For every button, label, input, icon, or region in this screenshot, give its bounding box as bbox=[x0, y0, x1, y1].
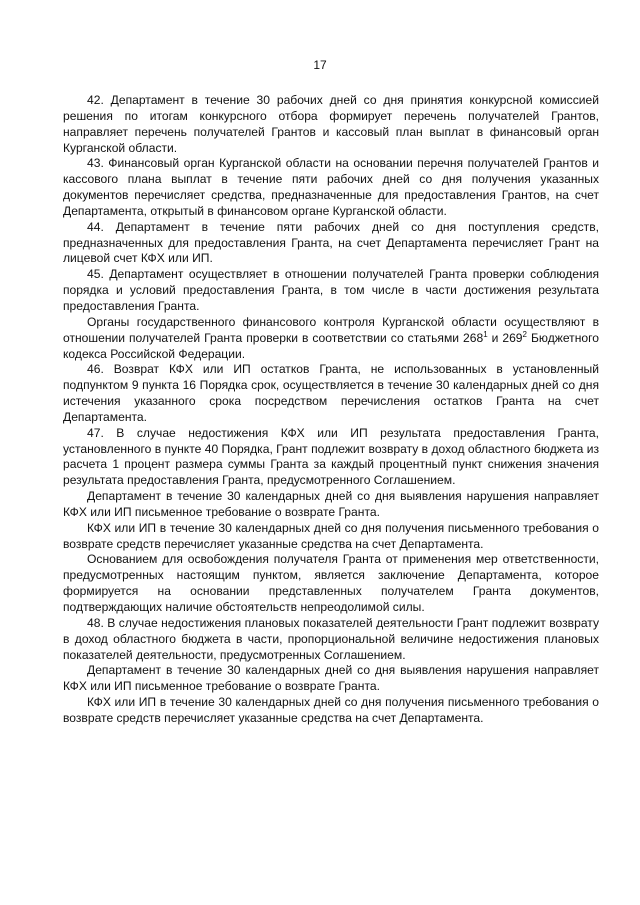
paragraph-48-notice: Департамент в течение 30 календарных дней со дня выявления нарушения направляет КФХ или ИП письменное требование о возврате Гранта. bbox=[63, 663, 599, 694]
statute-text-before: Органы государственного финансового контроля Курганской области осуществляют в отношении получателей Гранта проверки в соответствии со статьями 268 bbox=[63, 314, 599, 345]
paragraph-47-repayment: КФХ или ИП в течение 30 календарных дней со дня получения письменного требования о возврате средств перечисляет указанные средства на счет Департамента. bbox=[63, 520, 599, 551]
paragraph-42: 42. Департамент в течение 30 рабочих дней со дня принятия конкурсной комиссией решения по итогам конкурсного отбора формирует перечень получателей Грантов, направляет перечень получателей Грантов и кассовый план выплат в финансовый орган Курганской области. bbox=[63, 93, 599, 155]
paragraph-45: 45. Департамент осуществляет в отношении получателей Гранта проверки соблюдения порядка и условий предоставления Гранта, в том числе в части достижения результата предоставления Гранта. bbox=[63, 267, 599, 313]
paragraph-47-notice: Департамент в течение 30 календарных дней со дня выявления нарушения направляет КФХ или ИП письменное требование о возврате Гранта. bbox=[63, 489, 599, 519]
paragraph-48: 48. В случае недостижения плановых показателей деятельности Грант подлежит возврату в доход областного бюджета в части, пропорциональной величине недостижения плановых показателей деятельности, предусмотренных Соглашением. bbox=[63, 615, 599, 662]
page-number: 17 bbox=[313, 58, 327, 72]
statute-text-middle: и 269 bbox=[487, 330, 523, 345]
paragraph-state-financial-control bbox=[63, 315, 599, 363]
paragraph-47-force-majeure: Основанием для освобождения получателя Гранта от применения мер ответственности, предусмотренных настоящим пунктом, является заключение Департамента, которое формируется на основании представленных получателем Гранта документов, подтверждающих наличие обстоятельств непреодолимой силы. bbox=[63, 552, 599, 614]
document-body bbox=[63, 93, 599, 727]
paragraph-44: 44. Департамент в течение пяти рабочих дней со дня поступления средств, предназначенных для предоставления Гранта, на счет Департамента перечисляет Грант на лицевой счет КФХ или ИП. bbox=[63, 219, 599, 266]
statute-sup-1: 1 bbox=[483, 329, 488, 339]
statute-text-after: Бюджетного кодекса Российской Федерации. bbox=[63, 330, 600, 361]
paragraph-43: 43. Финансовый орган Курганской области на основании перечня получателей Грантов и кассового плана выплат в течение пяти рабочих дней со дня получения указанных документов перечисляет средства, предназначенные для предоставления Грантов, на счет Департамента, открытый в финансовом органе Курганской области. bbox=[63, 156, 599, 218]
paragraph-46: 46. Возврат КФХ или ИП остатков Гранта, не использованных в установленный подпунктом 9 пункта 16 Порядка срок, осуществляется в течение 30 календарных дней со дня истечения указанного срока посредством перечисления остатков Гранта на счет Департамента. bbox=[63, 362, 599, 424]
paragraph-47: 47. В случае недостижения КФХ или ИП результата предоставления Гранта, установленного в пункте 40 Порядка, Грант подлежит возврату в доход областного бюджета из расчета 1 процент размера суммы Гранта за каждый процентный пункт снижения значения результата предоставления Гранта, предусмотренного Соглашением. bbox=[63, 425, 599, 488]
statute-sup-2: 2 bbox=[522, 329, 527, 339]
paragraph-48-repayment: КФХ или ИП в течение 30 календарных дней со дня получения письменного требования о возврате средств перечисляет указанные средства на счет Департамента. bbox=[63, 695, 599, 725]
